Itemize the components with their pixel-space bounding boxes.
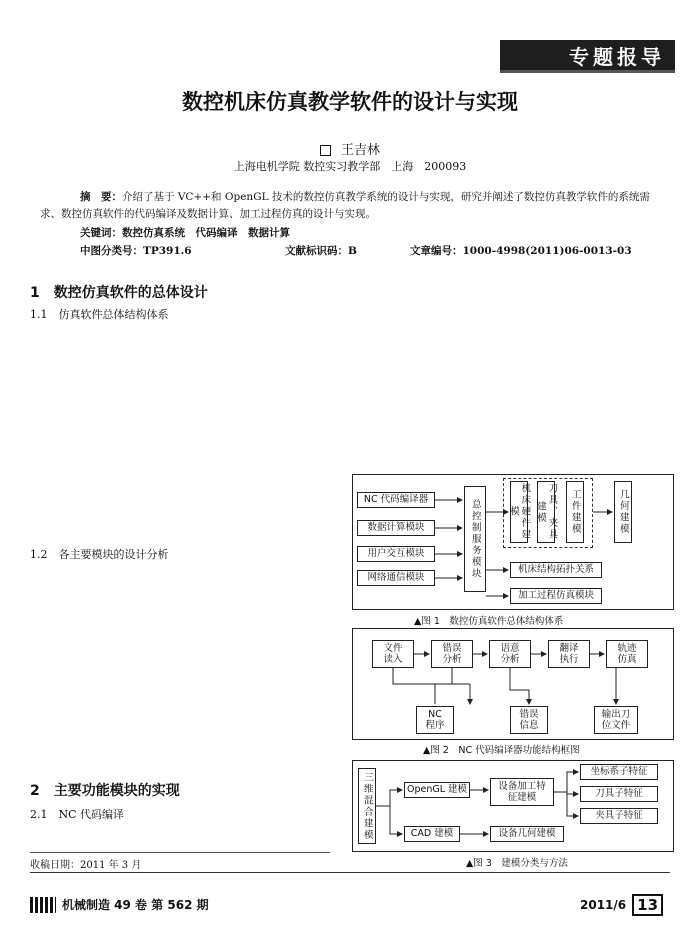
fig3-device-geometry: 设备几何建模 (490, 826, 564, 842)
fig1-geometry-model: 几何建模 (614, 481, 632, 543)
fig3-cad-modeling: CAD 建模 (404, 826, 460, 842)
fig1-master-control: 总控制服务模块 (464, 486, 486, 592)
journal-issue: 机械制造 49 卷 第 562 期 (62, 898, 209, 912)
footer-rule (30, 872, 670, 873)
abstract-label: 摘 要： (80, 191, 122, 203)
fig2-path-sim: 轨迹仿真 (606, 640, 648, 668)
fig2-error-info: 错误信息 (510, 706, 548, 734)
journal-logo-icon (30, 897, 56, 913)
keywords: 关键词：数控仿真系统 代码编译 数据计算 (80, 227, 290, 239)
figure-3-caption: ▲图 3 建模分类与方法 (466, 858, 568, 869)
footer-page (580, 894, 663, 916)
fig1-network: 网络通信模块 (357, 570, 435, 586)
fig3-fixture-feature: 夹具子特征 (580, 808, 658, 824)
fig1-workpiece-model: 工件建模 (566, 481, 584, 543)
paper-title: 数控机床仿真教学软件的设计与实现 (182, 90, 518, 114)
issue-date: 2011/6 (580, 898, 627, 912)
fig1-data-calc: 数据计算模块 (357, 520, 435, 536)
author-name: 王吉林 (340, 143, 380, 158)
column-banner: 专题报导 (500, 40, 675, 70)
fig2-translate-exec: 翻译执行 (548, 640, 590, 668)
fig1-topology: 机床结构拓扑关系 (510, 562, 602, 578)
fig3-opengl-modeling: OpenGL 建模 (404, 782, 470, 798)
footer-journal (30, 896, 209, 913)
fig1-machine-model: 机床硬件建模 (510, 481, 528, 543)
section-1-1-heading: 1.1 仿真软件总体结构体系 (30, 308, 169, 321)
fig2-file-read: 文件读入 (372, 640, 414, 668)
fig1-nc-compiler: NC 代码编译器 (357, 492, 435, 508)
fig2-output-cl-file: 输出刀位文件 (594, 706, 638, 734)
fig3-device-feature: 设备加工特征建模 (490, 778, 554, 806)
section-1-heading: 1 数控仿真软件的总体设计 (30, 285, 208, 301)
fig2-nc-program: NC 程序 (416, 706, 454, 734)
fig1-user-interaction: 用户交互模块 (357, 546, 435, 562)
fig3-coordinate-feature: 坐标系子特征 (580, 764, 658, 780)
clc-number: 中图分类号：TP391.6 (80, 245, 192, 257)
figure-1-caption: ▲图 1 数控仿真软件总体结构体系 (414, 616, 564, 627)
fig2-error-analysis: 错误分析 (431, 640, 473, 668)
page-number: 13 (632, 894, 663, 916)
figure-2-caption: ▲图 2 NC 代码编译器功能结构框图 (423, 745, 580, 756)
section-2-1-heading: 2.1 NC 代码编译 (30, 808, 125, 821)
fig3-tool-feature: 刀具子特征 (580, 786, 658, 802)
section-2-heading: 2 主要功能模块的实现 (30, 783, 180, 799)
affiliation: 上海电机学院 数控实习教学部 上海 200093 (233, 160, 467, 173)
section-1-2-heading: 1.2 各主要模块的设计分析 (30, 548, 169, 561)
fig2-semantic-analysis: 语意分析 (489, 640, 531, 668)
article-number: 文章编号：1000-4998(2011)06-0013-03 (410, 245, 632, 257)
fig1-process-sim: 加工过程仿真模块 (510, 588, 602, 604)
document-code: 文献标识码：B (285, 245, 357, 257)
abstract-text: 介绍了基于 VC++和 OpenGL 技术的数控仿真教学系统的设计与实现，研究并阐述了数控仿真教学软件的系统需求、数控仿真软件的代码编译及数据计算、加工过程仿真的设计与实现。 (40, 191, 650, 220)
received-date: 收稿日期：2011 年 3 月 (30, 860, 142, 871)
fig1-tool-fixture-model: 刀具、夹具建模 (537, 481, 555, 543)
fig3-hybrid-modeling: 三维混合建模 (358, 768, 376, 844)
